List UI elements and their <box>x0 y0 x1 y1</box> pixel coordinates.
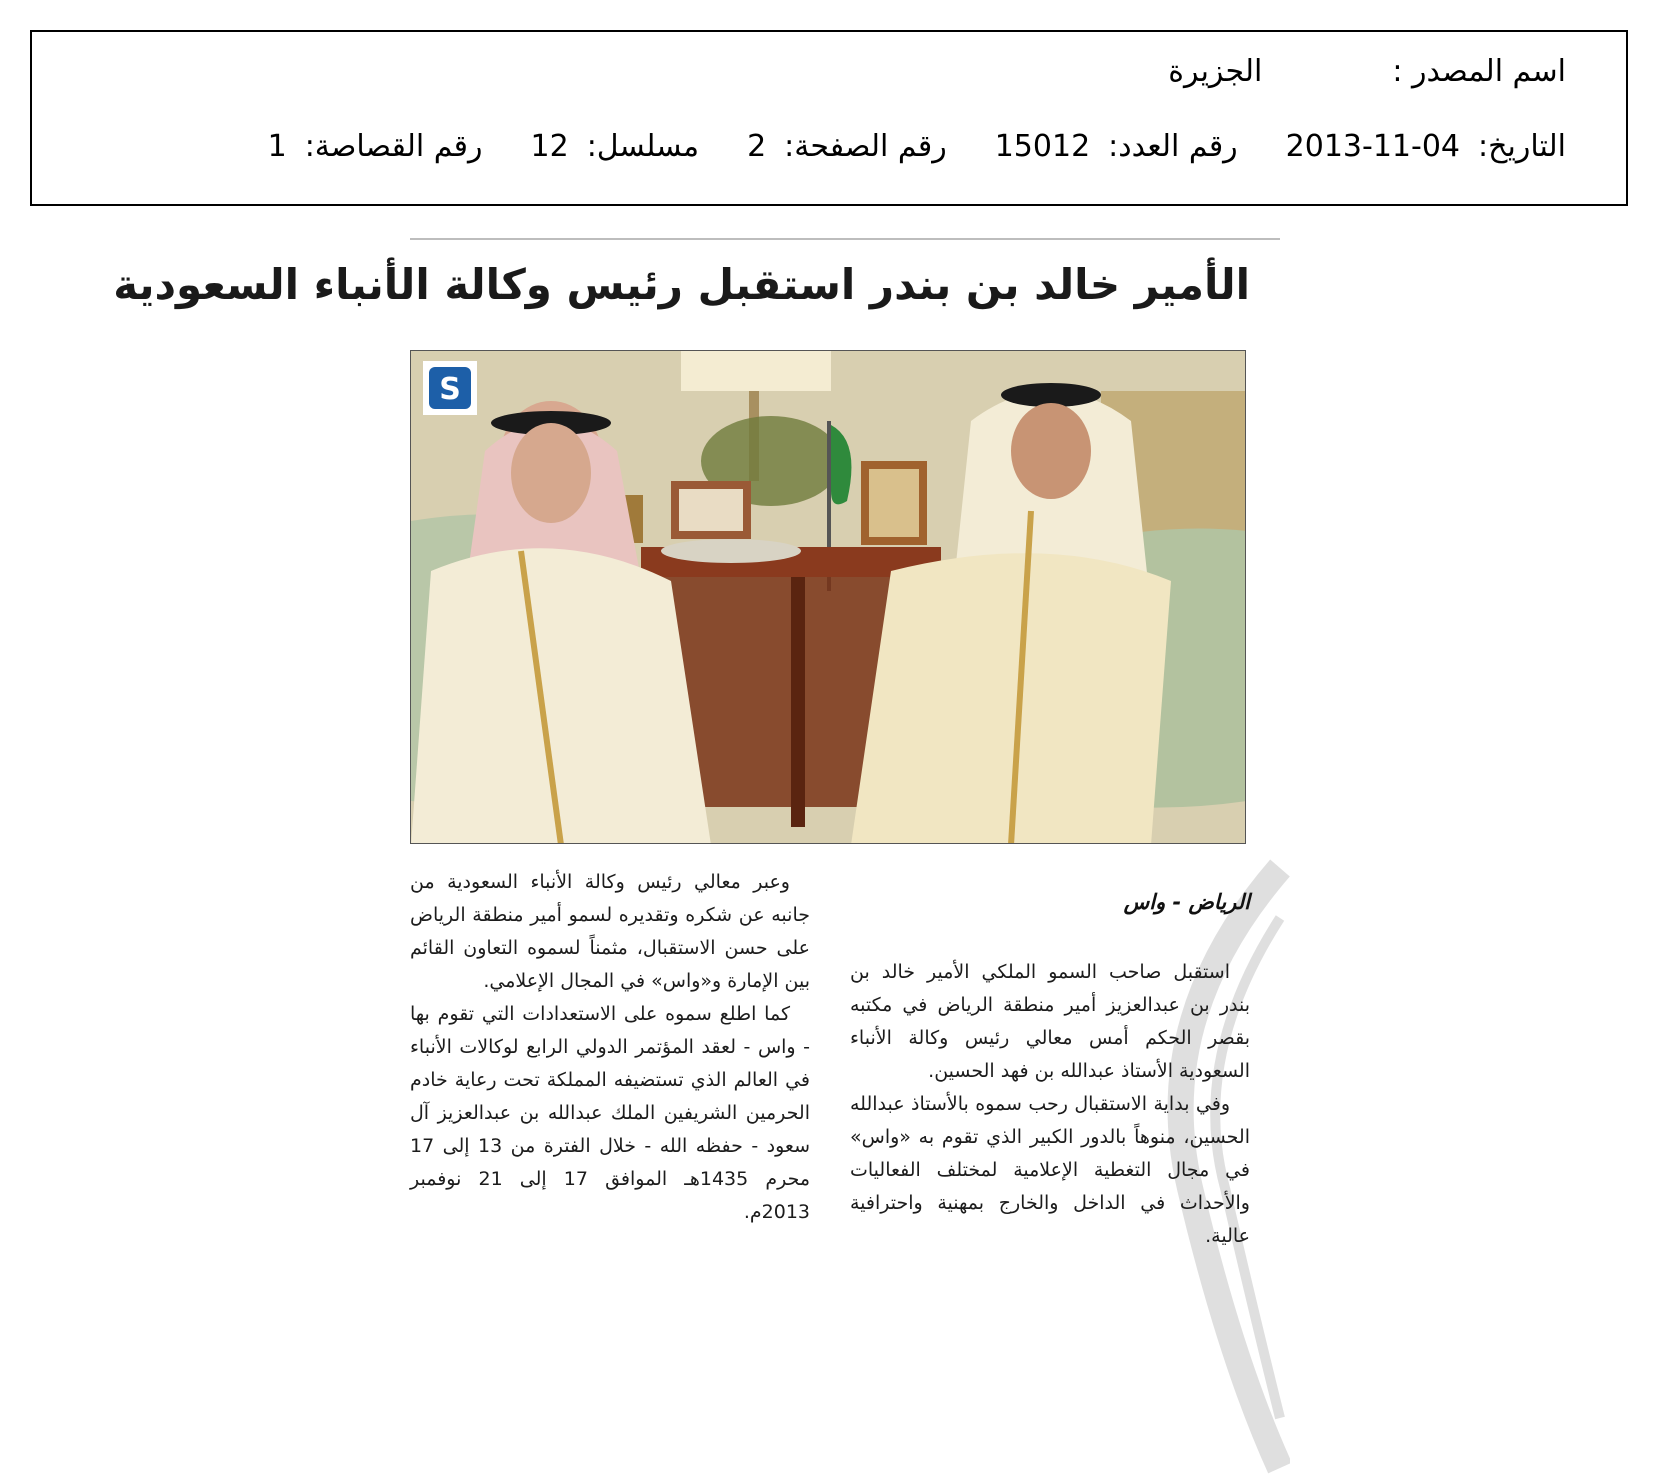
date-field <box>1286 129 1566 164</box>
clip-value: 1 <box>267 129 287 164</box>
issue-field <box>995 129 1238 164</box>
paragraph: وفي بداية الاستقبال رحب سموه بالأستاذ عبدالله الحسين، منوهاً بالدور الكبير الذي تقوم به «واس» في مجال التغطية الإعلامية لمختلف الفعاليات والأحداث في الداخل والخارج بمهنية واحترافية عالية. <box>850 1093 1250 1247</box>
serial-value: 12 <box>530 129 569 164</box>
lamp-shade <box>681 351 831 391</box>
article-column-left <box>410 866 810 1229</box>
headline: الأمير خالد بن بندر استقبل رئيس وكالة الأنباء السعودية <box>113 260 1250 309</box>
date-label: التاريخ: <box>1478 129 1566 164</box>
top-rule <box>410 238 1280 240</box>
clip-field <box>268 129 483 164</box>
clip-label: رقم القصاصة: <box>304 129 483 164</box>
photo-illustration <box>411 351 1246 844</box>
page-label: رقم الصفحة: <box>784 129 947 164</box>
dateline: الرياض - واس <box>1123 890 1250 914</box>
source-row <box>1168 54 1566 89</box>
source-label: اسم المصدر : <box>1392 54 1566 89</box>
date-value: 2013-11-04 <box>1285 129 1461 164</box>
article-photo <box>410 350 1246 844</box>
newspaper-clipping <box>113 238 1280 1253</box>
issue-value: 15012 <box>994 129 1091 164</box>
logo-letter: S <box>439 372 461 407</box>
article-column-right <box>850 956 1250 1253</box>
page-value: 2 <box>747 129 767 164</box>
details-row <box>220 129 1566 164</box>
page-field <box>747 129 947 164</box>
serial-field <box>531 129 700 164</box>
paragraph: كما اطلع سموه على الاستعدادات التي تقوم بها - واس - لعقد المؤتمر الدولي الرابع لوكالات الأنباء في العالم الذي تستضيفه المملكة تحت رعاية خادم الحرمين الشريفين الملك عبدالله بن عبدالعزيز آل سعود - حفظه الله - خلال الفترة من 13 إلى 17 محرم 1435هـ الموافق 17 إلى 21 نوفمبر 2013م. <box>410 1003 811 1223</box>
serial-label: مسلسل: <box>586 129 700 164</box>
paragraph: وعبر معالي رئيس وكالة الأنباء السعودية من جانبه عن شكره وتقديره لسمو أمير منطقة الرياض على حسن الاستقبال، مثمناً لسموه التعاون القائم بين الإمارة و«واس» في المجال الإعلامي. <box>410 871 810 992</box>
source-value: الجزيرة <box>1168 54 1263 89</box>
paragraph: استقبل صاحب السمو الملكي الأمير خالد بن بندر بن عبدالعزيز أمير منطقة الرياض في مكتبه بقصر الحكم أمس معالي رئيس وكالة الأنباء السعودية الأستاذ عبدالله بن فهد الحسين. <box>850 961 1250 1082</box>
person-right-face <box>1011 403 1091 499</box>
issue-label: رقم العدد: <box>1108 129 1238 164</box>
person-left-robe <box>411 548 711 844</box>
metadata-box <box>30 30 1628 206</box>
